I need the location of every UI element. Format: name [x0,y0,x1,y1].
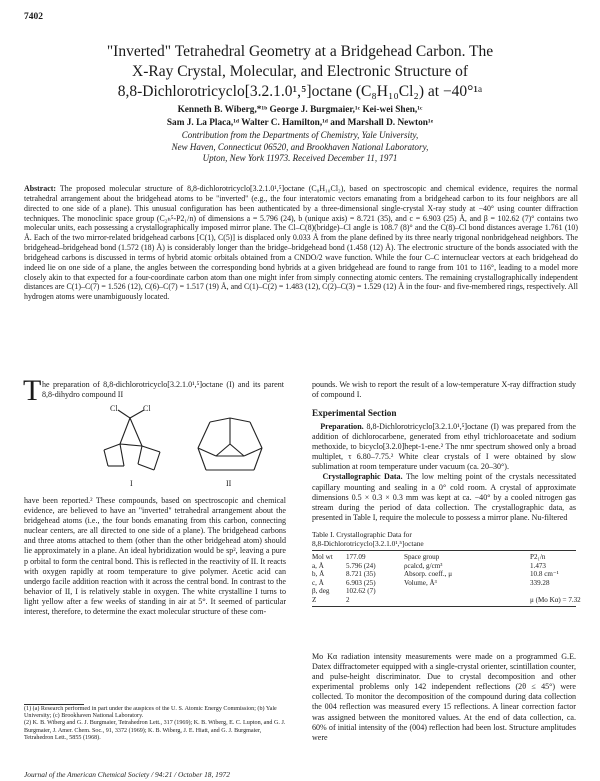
table-cell: 6.903 (25) [346,578,376,587]
structure-II [198,418,262,470]
affiliation-line: Upton, New York 11973. Received December 11, 1971 [202,153,398,163]
cl-label-right: Cl [143,404,151,413]
preparation-text: 8,8-Dichlorotricyclo[3.2.1.0¹,⁵]octane (I) was prepared from the addition of dichlorocarbene, generated from ethyl trichloroacetate and sodium methoxide, to bicyclo[3.2.0]hept-1-ene.² The nmr spectrum showed only a broad multiplet, τ 6.80–7.75.² White clear crystals of I were obtained by slow sublimation at room temperature under vacuum (ca. 20–30°). [312,422,576,472]
table-cell: 102.62 (7) [346,587,376,596]
article-title [0,42,600,102]
body-paragraph: have been reported.² These compounds, based on spectroscopic and chemical evidence, are believed to have an "inverted" tetrahedral arrangement about the bridgehead atoms (i.e., the four bonds emanating from this carbon, connecting nuclear centers, are all directed to one side of a plane). The bridgehead carbons and three atoms attached to them (other than the other bridgehead atom) should lie approximately in a plane. An ideal hybridization would be sp², leaving a pure p orbital to form the central bond. This is reflected in the reactivity of II. It reacts with oxygen rapidly at room temperature to give polymer. Acetic acid can undergo facile addition reaction with it across the central bond. In contrast to the behavior of II, I is relatively stable in oxygen. The white crystalline I turns to light yellow after a few weeks of standing in air at 5°. It seemed of particular interest, therefore, to determine the exact molecular structure of these com- [24,496,286,617]
table-cell: 10.8 cm⁻¹ [530,570,559,579]
drop-cap: T [23,374,42,407]
section-heading: Experimental Section [312,408,397,418]
abstract-label: Abstract: [24,184,56,193]
table-cell [530,587,576,596]
cl-label-left: Cl [110,404,118,413]
title-line: X-Ray Crystal, Molecular, and Electronic Structure of [132,63,468,80]
table-cell [404,587,460,596]
table-caption-line: Table I. Crystallographic Data for [312,530,412,539]
table-cell: ρcalcd, g/cm³ [404,561,443,570]
table-cell: 2 [346,595,350,604]
table-cell [460,570,530,579]
right-intro-text: pounds. We wish to report the result of a low-temperature X-ray diffraction study of compound I. [312,380,576,400]
crystal-text: The low melting point of the crystals necessitated capillary mounting and sealing in a 0° cold room. A crystal of approximate dimensions 0.5 × 0.3 × 0.3 mm was kept at ca. −40° by a cooled nitrogen gas stream during the period of data collection. The crystallographic data, as presented in Table I, require the molecule to possess a mirror plane. Nu-filtered [312,472,576,522]
table-caption-line: 8,8-Dichlorotricyclo[3.2.1.0¹,⁵]octane [312,539,424,548]
preparation-paragraph [312,422,576,472]
right-intro [312,380,576,402]
compound-label-II: II [226,479,232,488]
table-footer-value: μ (Mo Kα) = 7.32 [530,595,581,604]
title-line: "Inverted" Tetrahedral Geometry at a Bridgehead Carbon. The [106,43,494,60]
footnote-2: (2) K. B. Wiberg and G. J. Burgmaier, Tetrahedron Lett., 317 (1969); K. B. Wiberg, E. C. Lupton, and G. J. Burgmaier, J. Amer. Chem. Soc., 91, 3372 (1969); K. B. Wiberg, J. E. Hiatt, and G. J. Burgmaier, Tetrahedron Lett., 5855 (1968). [24,720,286,741]
table-cell: 339.28 [530,578,550,587]
table-cell: a, Å [312,561,324,570]
table-cell [460,587,530,596]
body-paragraph: Mo Kα radiation intensity measurements were made on a programmed G.E. Datex diffractometer equipped with a single-crystal orienter, scintillation counter, and pulse-height discriminator. Due to crystal decomposition and other experimental problems only 142 independent reflections (2θ ≤ 45°) were collected. To monitor the decomposition of the compound during data collection the 004 reflection was measured every 15 reflections. A linear correction factor was assigned between the monitored values. At the end of data collection, ca. 60% of initial intensity of the (004) reflection had been lost. Structure amplitudes were [312,652,576,742]
table-cell: 5.796 (24) [346,561,376,570]
affiliation [0,130,600,165]
abstract [24,184,578,364]
footnote-rule [24,704,84,705]
abstract-text: The proposed molecular structure of 8,8-dichlorotricyclo[3.2.1.0¹,⁵]octane (C₈H₁₀Cl₂), based on spectroscopic and chemical evidence, requires the normal tetrahedral arrangement about the bridgehead atoms to be "inverted" (e.g., the four interatomic vectors emanating from a bridgehead carbon to its four neighbors are all directed to one side of a plane). This unusual configuration has been authenticated by a three-dimensional single-crystal X-ray study at −40° using counter diffraction techniques. The monoclinic space group (C₂ₕ⁵-P2₁/n) of dimensions a = 5.796 (24), b (unique axis) = 8.721 (35), and c = 6.903 (25) Å, and β = 102.62 (7)° contains two molecular units, each possessing a crystallographically imposed mirror plane. The Cl–C(8)(bridge)–Cl angle is 108.7 (8)° and the C(8)–Cl bond distances average 1.761 (10) Å. Each of the two mirror-related bridgehead carbons [C(1), C(5)] is displaced only 0.033 Å from the plane defined by its three nearly trigonal nonbridgehead neighbors. The bridgehead–bridgehead bond (1.572 (18) Å) is considerably longer than the bridge–bridgehead bond (1.458 (12) Å). The electronic structure of the bonds associated with the bridgehead carbons is discussed in terms of hybrid atomic orbitals obtained from a CNDO/2 wave function. While the four C–C internuclear vectors at each bridgehead do indeed lie on one side of a plane, the angles between the corresponding bond hybrids at a given bridgehead are found to range from 101 to 116°, leading to a model more closely akin to that expected for a four-coordinate carbon atom than one might infer from simply connecting atomic centers. The remaining crystallographically independent distances are C(1)–C(7) = 1.526 (12), C(6)–C(7) = 1.517 (19) Å, and C(1)–C(2) = 1.483 (12), C(2)–C(3) = 1.529 (12) Å in the four- and five-membered rings, respectively. All hydrogen atoms were unambiguously located. [24,184,578,302]
table-cell: Mol wt [312,553,333,561]
table-cell: Volume, Å³ [404,578,437,587]
crystal-label: Crystallographic Data. [322,472,403,482]
journal-footer: Journal of the American Chemical Society / 94:21 / October 18, 1972 [24,770,230,779]
preparation-label: Preparation. [320,422,364,431]
intro-paragraph [42,380,284,404]
page-number: 7402 [24,12,43,22]
footnotes [24,706,286,770]
table-cell: 177.09 [346,553,366,561]
author-line: Kenneth B. Wiberg,*¹ᵇ George J. Burgmaier,¹ᶜ Kei-wei Shen,¹ᶜ [177,105,423,115]
experimental-text [312,422,576,530]
table-cell: P2₁/n [530,553,546,561]
table-cell: Z [312,595,317,604]
right-column-body [312,652,576,768]
table-cell [460,596,530,605]
affiliation-line: Contribution from the Departments of Chemistry, Yale University, [181,130,419,140]
table-body [312,551,581,606]
footnote-1: (1) (a) Research performed in part under the auspices of the U. S. Atomic Energy Commission; (b) Yale University; (c) Brookhaven National Laboratory. [24,706,277,720]
table-cell: 8.721 (35) [346,570,376,579]
table-cell: β, deg [312,587,330,596]
table-cell [460,553,530,562]
structure-I [104,410,160,470]
table-cell: c, Å [312,578,324,587]
title-line: 8,8-Dichlorotricyclo[3.2.1.0¹,⁵]octane (C₈H₁₀Cl₂) at −40°¹ᵃ [117,83,483,100]
crystal-paragraph [312,472,576,522]
left-column-body [24,496,286,701]
table-cell [404,596,460,605]
intro-text: he preparation of 8,8-dichlorotricyclo[3.2.1.0¹,⁵]octane (I) and its parent 8,8-dihydro compound II [42,380,284,400]
crystal-data-table [312,550,581,607]
table-bottom-rule [312,606,576,607]
table-cell: Space group [404,553,440,561]
compound-label-I: I [130,479,133,488]
affiliation-line: New Haven, Connecticut 06520, and Brookhaven National Laboratory, [171,141,429,152]
table-caption [312,530,576,548]
table-cell: b, Å [312,570,325,579]
table-cell [460,562,530,571]
author-line: Sam J. La Placa,¹ᵈ Walter C. Hamilton,¹ᵈ and Marshall D. Newton¹ᵉ [166,117,434,128]
table-cell: 1.473 [530,561,546,570]
table-cell [460,579,530,588]
author-list [0,104,600,129]
table-cell: Absorp. coeff., μ [404,570,452,579]
chemical-structures [90,404,290,492]
